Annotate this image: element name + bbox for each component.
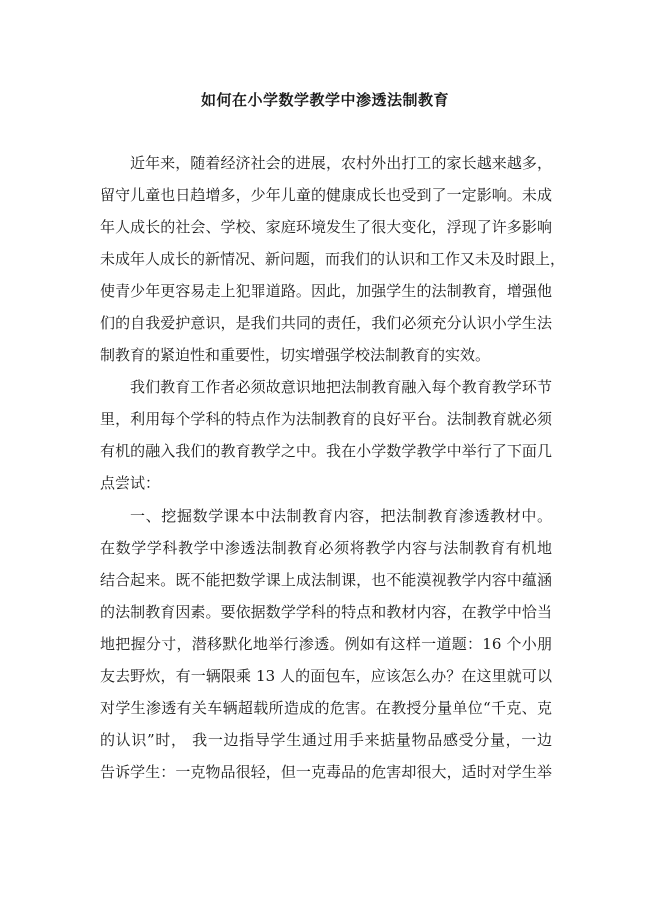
paragraph-1-line-3: 年人成长的社会、学校、家庭环境发生了很大变化，浮现了许多影响 (100, 218, 552, 237)
paragraph-3-line-5: 地把握分寸，潜移默化地举行渗透。例如有这样一道题：16 个小朋 (100, 634, 552, 653)
paragraph-3-line-2: 在数学学科教学中渗透法制教育必须将教学内容与法制教育有机地 (100, 538, 552, 557)
paragraph-1-line-2: 留守儿童也日趋增多，少年儿童的健康成长也受到了一定影响。未成 (100, 186, 552, 205)
paragraph-1-line-1: 近年来，随着经济社会的进展，农村外出打工的家长越来越多， (130, 154, 552, 172)
paragraph-3-line-7: 对学生渗透有关车辆超载所造成的危害。在教授分量单位“千克、克 (100, 698, 552, 717)
paragraph-3-line-8: 的认识”时， 我一边指导学生通过用手来掂量物品感受分量，一边 (100, 730, 552, 749)
paragraph-3-line-3: 结合起来。既不能把数学课上成法制课，也不能漠视教学内容中蕴涵 (100, 570, 552, 589)
document-title: 如何在小学数学教学中渗透法制教育 (200, 91, 449, 109)
paragraph-2-line-4: 点尝试： (100, 474, 161, 493)
document-body (100, 153, 566, 794)
paragraph-3-line-6: 友去野炊，有一辆限乘 13 人的面包车，应该怎么办？在这里就可以 (100, 666, 552, 685)
paragraph-2-line-2: 里，利用每个学科的特点作为法制教育的良好平台。法制教育就必须 (100, 410, 552, 429)
paragraph-3-line-9: 告诉学生：一克物品很轻，但一克毒品的危害却很大，适时对学生举 (100, 762, 552, 781)
paragraph-2-line-3: 有机的融入我们的教育教学之中。我在小学数学教学中举行了下面几 (100, 442, 552, 461)
paragraph-3-line-4: 的法制教育因素。要依据数学学科的特点和教材内容，在教学中恰当 (100, 602, 552, 621)
paragraph-2-line-1: 我们教育工作者必须故意识地把法制教育融入每个教育教学环节 (130, 378, 552, 397)
paragraph-1-line-6: 们的自我爱护意识，是我们共同的责任，我们必须充分认识小学生法 (100, 314, 552, 333)
paragraph-3-line-1: 一、挖掘数学课本中法制教育内容，把法制教育渗透教材中。 (130, 506, 552, 525)
paragraph-1-line-7: 制教育的紧迫性和重要性，切实增强学校法制教育的实效。 (100, 346, 491, 365)
paragraph-1-line-5: 使青少年更容易走上犯罪道路。因此，加强学生的法制教育，增强他 (100, 282, 552, 301)
paragraph-1-line-4: 未成年人成长的新情况、新问题，而我们的认识和工作又未及时跟上， (100, 250, 566, 269)
